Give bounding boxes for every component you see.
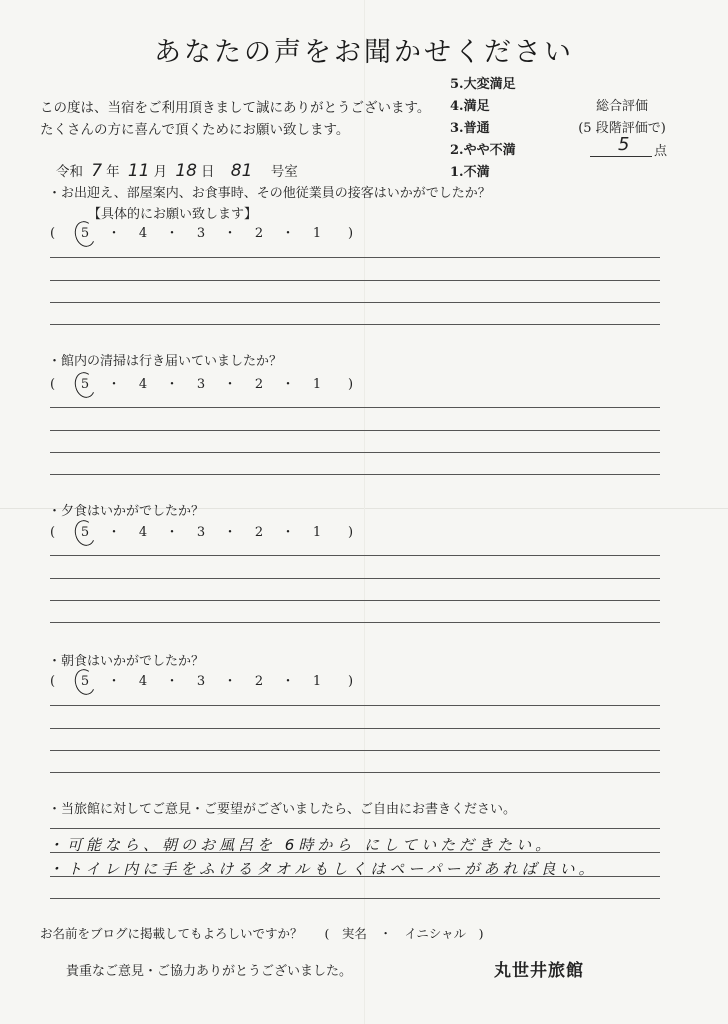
- answer-line[interactable]: [50, 407, 660, 408]
- era: 令和: [56, 164, 83, 180]
- month-unit: 月: [153, 164, 168, 180]
- overall-sub: (5 段階評価で): [578, 121, 666, 136]
- date-room-line: [56, 160, 298, 181]
- answer-line[interactable]: [50, 452, 660, 453]
- answer-line[interactable]: [50, 257, 660, 258]
- answer-line[interactable]: [50, 898, 660, 899]
- rating-option[interactable]: 2: [254, 226, 264, 241]
- rating-dinner[interactable]: ( 5 ・ 4 ・ 3 ・ 2 ・ 1 ): [50, 521, 362, 540]
- blog-question: お名前をブログに掲載してもよろしいですか？: [40, 926, 303, 941]
- rating-option[interactable]: 5: [64, 674, 106, 689]
- question-dinner: ・夕食はいかがでしたか？: [48, 504, 205, 519]
- handwritten-comment-1: ・可能なら、朝のお風呂を 6時から にしていただきたい。: [48, 836, 555, 854]
- question-cleaning: ・館内の清掃は行き届いていましたか？: [48, 354, 283, 369]
- selected-circle: [72, 370, 98, 400]
- answer-line[interactable]: [50, 280, 660, 281]
- rating-option[interactable]: 1: [312, 377, 322, 392]
- selected-circle: [72, 667, 98, 697]
- underline: [590, 156, 652, 157]
- page-title: あなたの声をお聞かせください: [154, 37, 574, 68]
- rating-service[interactable]: ( 5 ・ 4 ・ 3 ・ 2 ・ 1 ): [50, 222, 362, 241]
- rating-option[interactable]: 4: [138, 525, 148, 540]
- rating-option[interactable]: 5: [64, 226, 106, 241]
- answer-line[interactable]: [50, 578, 660, 579]
- answer-line[interactable]: [50, 302, 660, 303]
- selected-circle: [72, 219, 98, 249]
- answer-line[interactable]: [50, 728, 660, 729]
- rating-option[interactable]: 3: [196, 674, 206, 689]
- rating-option[interactable]: 4: [138, 674, 148, 689]
- scale-item: 1.不満: [450, 165, 490, 180]
- thanks-message: 貴重なご意見・ご協力ありがとうございました。: [66, 964, 353, 979]
- answer-line[interactable]: [50, 852, 660, 853]
- overall-label: 総合評価: [595, 99, 648, 114]
- answer-line[interactable]: [50, 622, 660, 623]
- month-value: 11: [127, 161, 150, 181]
- rating-option[interactable]: 3: [196, 377, 206, 392]
- answer-line[interactable]: [50, 705, 660, 706]
- answer-line[interactable]: [50, 828, 660, 829]
- overall-score-value: 5: [618, 134, 630, 155]
- rating-option[interactable]: 5: [64, 525, 106, 540]
- rating-option[interactable]: 2: [254, 377, 264, 392]
- rating-option[interactable]: 4: [138, 226, 148, 241]
- question-breakfast: ・朝食はいかがでしたか？: [48, 654, 205, 669]
- answer-line[interactable]: [50, 772, 660, 773]
- intro-line-2: たくさんの方に喜んで頂くためにお願い致します。: [40, 122, 350, 138]
- answer-line[interactable]: [50, 876, 660, 877]
- room-value: 81: [230, 161, 253, 181]
- answer-line[interactable]: [50, 430, 660, 431]
- request-note: 【具体的にお願い致します】: [88, 207, 258, 222]
- room-unit: 号室: [270, 164, 298, 180]
- intro-line-1: この度は、当宿をご利用頂きまして誠にありがとうございます。: [40, 100, 431, 116]
- day-unit: 日: [201, 164, 215, 180]
- answer-line[interactable]: [50, 750, 660, 751]
- overall-score-field[interactable]: [590, 134, 672, 159]
- rating-cleaning[interactable]: ( 5 ・ 4 ・ 3 ・ 2 ・ 1 ): [50, 373, 362, 392]
- selected-circle: [72, 518, 98, 548]
- scale-item: 3.普通: [450, 121, 490, 136]
- handwritten-comment-2: ・トイレ内に手をふけるタオルもしくはペーパーがあれば良い。: [48, 860, 598, 878]
- rating-breakfast[interactable]: ( 5 ・ 4 ・ 3 ・ 2 ・ 1 ): [50, 670, 362, 689]
- rating-option[interactable]: 1: [312, 525, 322, 540]
- free-comment-prompt: ・当旅館に対してご意見・ご要望がございましたら、ご自由にお書きください。: [48, 802, 517, 817]
- answer-line[interactable]: [50, 324, 660, 325]
- answer-line[interactable]: [50, 600, 660, 601]
- scale-item: 5.大変満足: [450, 77, 516, 92]
- year-unit: 年: [106, 164, 120, 180]
- blog-choices[interactable]: ( 実名 ・ イニシャル ): [324, 926, 484, 941]
- scale-item: 4.満足: [450, 99, 490, 114]
- answer-line[interactable]: [50, 555, 660, 556]
- inn-name: 丸世井旅館: [494, 961, 584, 981]
- year-value: 7: [91, 161, 103, 181]
- question-service: ・お出迎え、部屋案内、お食事時、その他従業員の接客はいかがでしたか？: [48, 186, 491, 201]
- rating-option[interactable]: 3: [196, 525, 206, 540]
- rating-option[interactable]: 1: [312, 674, 322, 689]
- answer-line[interactable]: [50, 474, 660, 475]
- blog-permission: [40, 924, 484, 942]
- rating-option[interactable]: 2: [254, 674, 264, 689]
- rating-option[interactable]: 1: [312, 226, 322, 241]
- rating-option[interactable]: 3: [196, 226, 206, 241]
- day-value: 18: [175, 161, 197, 181]
- scale-item: 2.やや不満: [450, 143, 516, 158]
- overall-score-unit: 点: [654, 144, 668, 159]
- rating-scale-legend: [450, 74, 516, 184]
- rating-option[interactable]: 5: [64, 377, 106, 392]
- rating-option[interactable]: 4: [138, 377, 148, 392]
- rating-option[interactable]: 2: [254, 525, 264, 540]
